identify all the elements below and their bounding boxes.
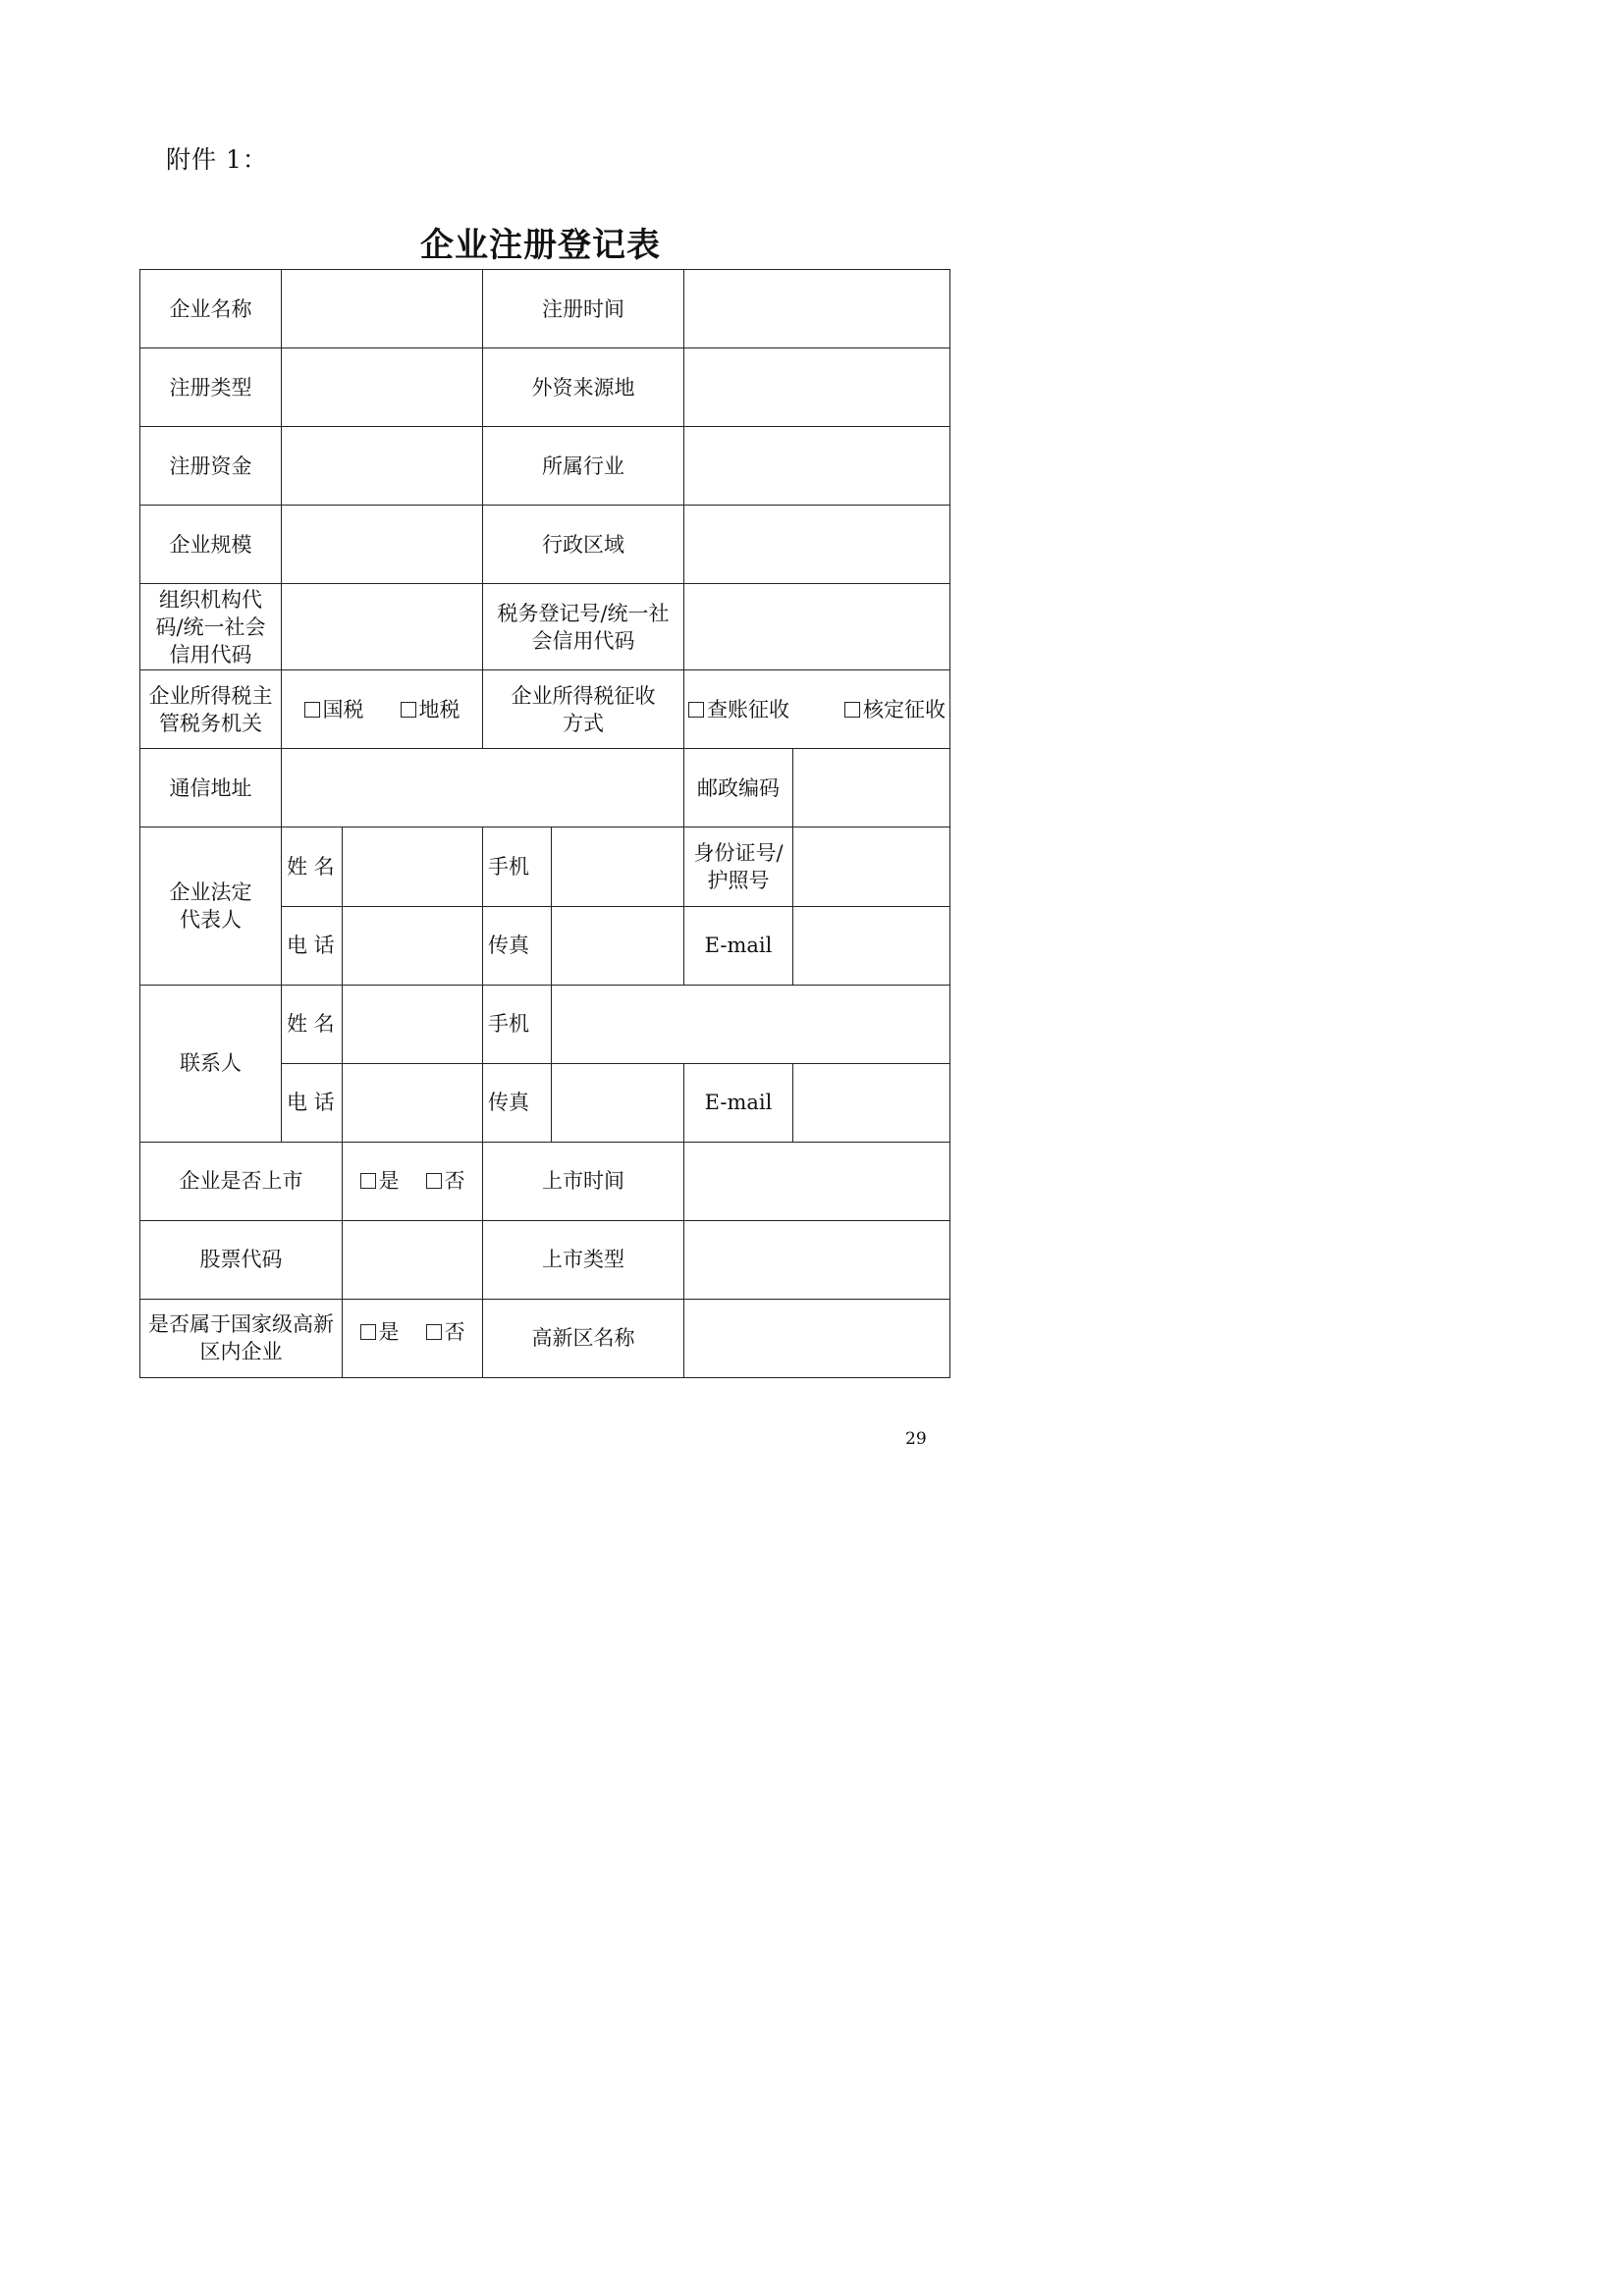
field-legal-id[interactable]	[793, 828, 950, 906]
field-legal-mobile[interactable]	[552, 828, 684, 906]
label-legal-mobile: 手机	[483, 828, 552, 906]
checkbox-icon[interactable]	[426, 1173, 442, 1189]
checkbox-icon[interactable]	[360, 1173, 376, 1189]
field-company-name[interactable]	[282, 270, 483, 348]
label-tax-authority: 企业所得税主管税务机关	[140, 670, 282, 749]
label-legal-name: 姓 名	[282, 828, 343, 906]
field-stock-code[interactable]	[343, 1220, 483, 1299]
registration-form-table	[139, 269, 950, 1378]
label-contact-fax: 传真	[483, 1063, 552, 1142]
option-listed-yes[interactable]: 是	[360, 1167, 400, 1195]
checkbox-icon[interactable]	[401, 702, 416, 718]
field-registered-capital[interactable]	[282, 427, 483, 506]
label-high-tech-zone-name: 高新区名称	[483, 1299, 684, 1377]
checkbox-icon[interactable]	[426, 1324, 442, 1340]
label-legal-phone: 电 话	[282, 906, 343, 985]
field-contact-fax[interactable]	[552, 1063, 684, 1142]
label-is-listed: 企业是否上市	[140, 1142, 343, 1220]
tax-collection-options	[684, 670, 950, 749]
label-contact-name: 姓 名	[282, 985, 343, 1063]
label-contact-mobile: 手机	[483, 985, 552, 1063]
field-postal-code[interactable]	[793, 749, 950, 828]
label-contact-phone: 电 话	[282, 1063, 343, 1142]
label-in-high-tech-zone: 是否属于国家级高新区内企业	[140, 1299, 343, 1377]
label-legal-email: E-mail	[684, 906, 793, 985]
field-company-scale[interactable]	[282, 506, 483, 584]
label-tax-collection-method: 企业所得税征收方式	[483, 670, 684, 749]
field-listing-time[interactable]	[684, 1142, 950, 1220]
field-mailing-address[interactable]	[282, 749, 684, 828]
option-audit-collection[interactable]: 查账征收	[688, 696, 789, 723]
checkbox-icon[interactable]	[844, 702, 860, 718]
label-registered-capital: 注册资金	[140, 427, 282, 506]
field-contact-email[interactable]	[793, 1063, 950, 1142]
is-listed-options	[343, 1142, 483, 1220]
label-listing-type: 上市类型	[483, 1220, 684, 1299]
field-contact-name[interactable]	[343, 985, 483, 1063]
option-assessed-collection[interactable]: 核定征收	[844, 696, 946, 723]
label-legal-representative: 企业法定代表人	[140, 828, 282, 985]
label-mailing-address: 通信地址	[140, 749, 282, 828]
label-contact-email: E-mail	[684, 1063, 793, 1142]
field-legal-fax[interactable]	[552, 906, 684, 985]
option-hitech-no[interactable]: 否	[426, 1318, 465, 1346]
form-title: 企业注册登记表	[420, 226, 661, 265]
label-registration-type: 注册类型	[140, 348, 282, 427]
label-legal-fax: 传真	[483, 906, 552, 985]
checkbox-icon[interactable]	[360, 1324, 376, 1340]
label-org-code: 组织机构代码/统一社会信用代码	[140, 584, 282, 670]
tax-authority-options	[282, 670, 483, 749]
field-registration-type[interactable]	[282, 348, 483, 427]
field-tax-registration-number[interactable]	[684, 584, 950, 670]
label-foreign-capital-source: 外资来源地	[483, 348, 684, 427]
label-company-name: 企业名称	[140, 270, 282, 348]
label-company-scale: 企业规模	[140, 506, 282, 584]
option-hitech-yes[interactable]: 是	[360, 1318, 400, 1346]
label-industry: 所属行业	[483, 427, 684, 506]
field-administrative-region[interactable]	[684, 506, 950, 584]
label-legal-id: 身份证号/护照号	[684, 828, 793, 906]
field-org-code[interactable]	[282, 584, 483, 670]
checkbox-icon[interactable]	[304, 702, 320, 718]
field-listing-type[interactable]	[684, 1220, 950, 1299]
attachment-label: 附件 1：	[166, 145, 268, 174]
field-high-tech-zone-name[interactable]	[684, 1299, 950, 1377]
label-administrative-region: 行政区域	[483, 506, 684, 584]
label-contact-person: 联系人	[140, 985, 282, 1142]
field-legal-name[interactable]	[343, 828, 483, 906]
field-foreign-capital-source[interactable]	[684, 348, 950, 427]
label-registration-time: 注册时间	[483, 270, 684, 348]
field-legal-email[interactable]	[793, 906, 950, 985]
label-postal-code: 邮政编码	[684, 749, 793, 828]
field-legal-phone[interactable]	[343, 906, 483, 985]
field-registration-time[interactable]	[684, 270, 950, 348]
field-contact-mobile[interactable]	[552, 985, 950, 1063]
label-stock-code: 股票代码	[140, 1220, 343, 1299]
option-listed-no[interactable]: 否	[426, 1167, 465, 1195]
field-contact-phone[interactable]	[343, 1063, 483, 1142]
page-number: 29	[905, 1429, 927, 1449]
option-national-tax[interactable]: 国税	[304, 696, 364, 723]
checkbox-icon[interactable]	[688, 702, 704, 718]
option-local-tax[interactable]: 地税	[401, 696, 460, 723]
label-tax-registration-number: 税务登记号/统一社会信用代码	[483, 584, 684, 670]
field-industry[interactable]	[684, 427, 950, 506]
label-listing-time: 上市时间	[483, 1142, 684, 1220]
high-tech-zone-options	[343, 1299, 483, 1377]
